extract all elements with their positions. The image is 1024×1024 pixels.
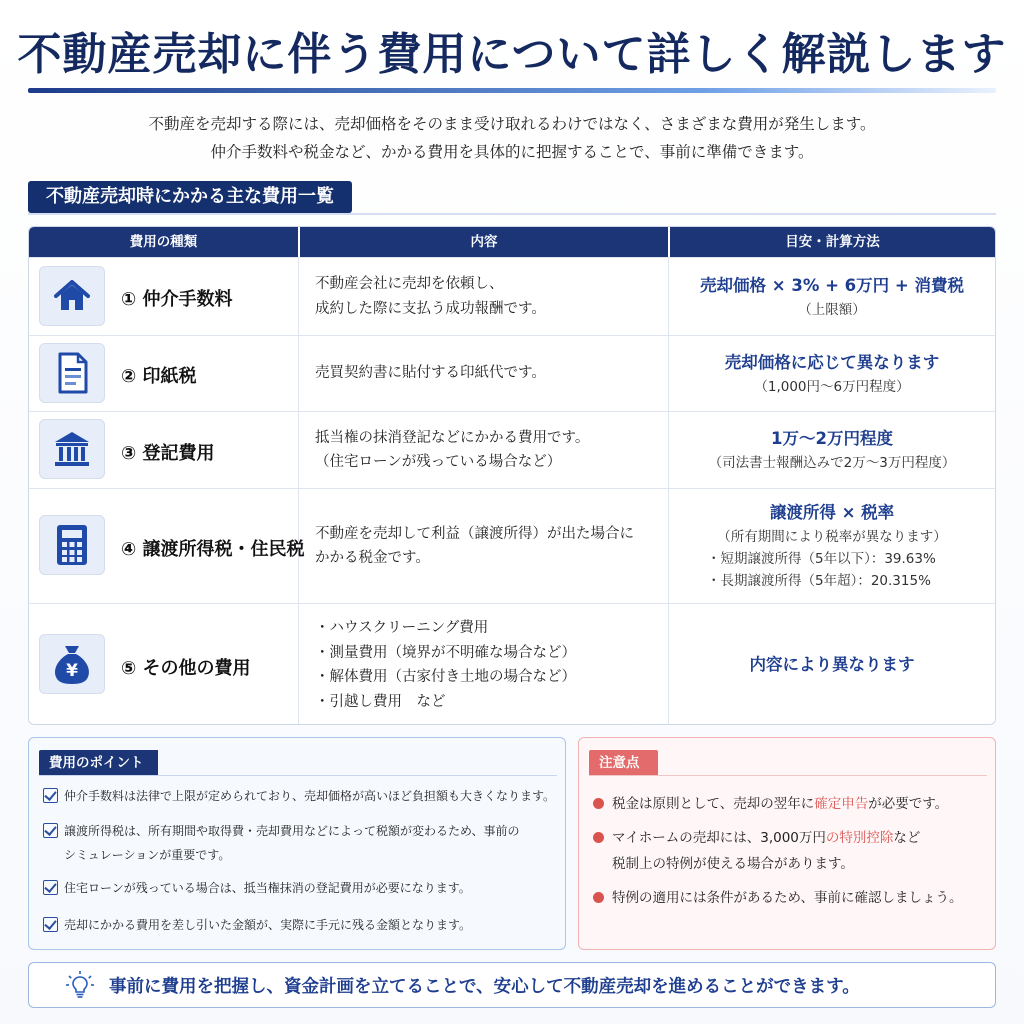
caution-text	[612, 791, 948, 817]
lightbulb-icon	[65, 970, 95, 1000]
cautions-heading: 注意点	[589, 750, 658, 776]
content-line: （住宅ローンが残っている場合など）	[315, 454, 562, 470]
summary-text: 事前に費用を把握し、資金計画を立てることで、安心して不動産売却を進めることができます。	[109, 976, 860, 997]
content-cell	[299, 336, 669, 411]
point-item	[43, 784, 555, 808]
content-cell	[299, 258, 669, 335]
calc-formula: 売却価格 × 3% + 6万円 + 消費税	[700, 275, 964, 295]
caution-text-part: など	[893, 830, 921, 846]
content-cell	[299, 489, 669, 603]
summary-banner	[28, 962, 996, 1008]
cost-name: ③ 登記費用	[121, 443, 215, 464]
point-text: 仲介手数料は法律で上限が定められており、売却価格が高いほど負担額も大きくなります。	[64, 789, 556, 803]
calc-cell	[669, 604, 995, 725]
calc-formula: 譲渡所得 × 税率	[769, 503, 895, 522]
checkbox-icon	[43, 788, 58, 803]
checkbox-icon	[43, 917, 58, 932]
svg-text:¥: ¥	[66, 661, 78, 681]
point-text: 売却にかかる費用を差し引いた金額が、実際に手元に残る金額となります。	[64, 918, 472, 932]
point-item	[43, 876, 471, 900]
table-row	[29, 335, 995, 411]
caution-text	[612, 825, 920, 877]
house-icon	[39, 266, 105, 326]
calculator-icon	[39, 515, 105, 575]
section-divider	[28, 213, 996, 215]
points-heading: 費用のポイント	[39, 750, 158, 776]
calc-formula: 内容により異なります	[749, 655, 915, 674]
content-line: 不動産を売却して利益（譲渡所得）が出た場合に	[315, 525, 634, 542]
intro-text	[40, 110, 984, 166]
cost-table	[28, 226, 996, 725]
cautions-box	[578, 737, 996, 950]
bullet-dot-icon	[593, 798, 604, 809]
calc-cell	[669, 258, 995, 335]
header-content: 内容	[300, 227, 668, 257]
content-cell	[299, 412, 669, 488]
header-calculation: 目安・計算方法	[670, 227, 995, 257]
intro-line-1: 不動産を売却する際には、売却価格をそのまま受け取れるわけではなく、さまざまな費用が発生します。	[148, 115, 876, 133]
caution-text: 特例の適用には条件があるため、事前に確認しましょう。	[612, 890, 963, 906]
document-icon	[39, 343, 105, 403]
bullet-dot-icon	[593, 892, 604, 903]
content-line: ・測量費用（境界が不明確な場合など）	[315, 644, 576, 661]
title-underline	[28, 88, 996, 93]
cost-name: ② 印紙税	[121, 366, 197, 387]
checkbox-icon	[43, 880, 58, 895]
page-title: 不動産売却に伴う費用について詳しく解説します	[17, 29, 1007, 80]
calc-note: ・長期譲渡所得（5年超）：20.315%	[707, 573, 931, 589]
content-line: 売買契約書に貼付する印紙代です。	[315, 365, 546, 382]
point-text-line: 譲渡所得税は、所有期間や取得費・売却費用などによって税額が変わるため、事前の	[64, 824, 520, 838]
header-cost-type: 費用の種類	[29, 227, 298, 257]
cautions-divider	[589, 775, 987, 776]
bank-building-icon	[39, 419, 105, 479]
content-line: ・解体費用（古家付き土地の場合など）	[315, 669, 576, 685]
intro-line-2: 仲介手数料や税金など、かかる費用を具体的に把握することで、事前に準備できます。	[210, 143, 814, 161]
cost-name: ① 仲介手数料	[121, 289, 233, 310]
content-line: 成約した際に支払う成功報酬です。	[315, 300, 546, 317]
point-item	[43, 819, 520, 867]
content-line: 不動産会社に売却を依頼し、	[315, 276, 504, 292]
money-bag-icon	[39, 634, 105, 694]
calc-note: （司法書士報酬込みで2万〜3万円程度）	[708, 455, 956, 471]
table-row	[29, 488, 995, 603]
table-header	[29, 227, 995, 257]
bullet-dot-icon	[593, 832, 604, 843]
cost-type-cell	[29, 489, 305, 603]
caution-text-part: 税金は原則として、売却の翌年に	[612, 796, 815, 812]
caution-text-part: が必要です。	[868, 796, 949, 812]
calc-cell	[669, 489, 995, 603]
cost-type-cell	[29, 412, 299, 488]
point-text-line: シミュレーションが重要です。	[64, 848, 231, 862]
cost-name: ⑤ その他の費用	[121, 658, 251, 679]
content-line: かかる税金です。	[315, 550, 430, 566]
calc-formula: 売却価格に応じて異なります	[724, 352, 940, 372]
caution-item	[593, 791, 948, 817]
calc-note: （所有期間により税率が異なります）	[717, 529, 947, 545]
caution-text-part: マイホームの売却には、3,000万円	[612, 830, 826, 846]
caution-item	[593, 885, 962, 911]
cost-points-box	[28, 737, 566, 950]
calc-cell	[669, 336, 995, 411]
caution-item	[593, 825, 920, 877]
cost-type-cell	[29, 336, 299, 411]
caution-text-line: 税制上の特例が使える場合があります。	[612, 856, 854, 872]
cost-type-cell	[29, 604, 299, 725]
content-line: 抵当権の抹消登記などにかかる費用です。	[315, 429, 590, 446]
calc-note: ・短期譲渡所得（5年以下）：39.63%	[707, 551, 936, 567]
calc-note: （1,000円〜6万円程度）	[754, 378, 910, 395]
section-heading: 不動産売却時にかかる主な費用一覧	[28, 181, 352, 213]
cost-name: ④ 譲渡所得税・住民税	[121, 539, 305, 560]
point-text: 住宅ローンが残っている場合は、抵当権抹消の登記費用が必要になります。	[64, 881, 471, 895]
checkbox-icon	[43, 823, 58, 838]
calc-note: （上限額）	[798, 301, 866, 318]
content-line: ・引越し費用 など	[315, 693, 446, 710]
content-line: ・ハウスクリーニング費用	[315, 620, 489, 636]
table-row	[29, 411, 995, 488]
content-cell	[299, 604, 669, 725]
point-text	[64, 819, 520, 867]
table-row	[29, 603, 995, 725]
calc-formula: 1万〜2万円程度	[771, 429, 893, 448]
table-row	[29, 257, 995, 335]
caution-highlight: 確定申告	[814, 796, 869, 812]
cost-type-cell	[29, 258, 299, 335]
caution-highlight: の特別控除	[825, 830, 894, 846]
point-item	[43, 913, 471, 937]
points-divider	[39, 775, 557, 776]
calc-cell	[669, 412, 995, 488]
